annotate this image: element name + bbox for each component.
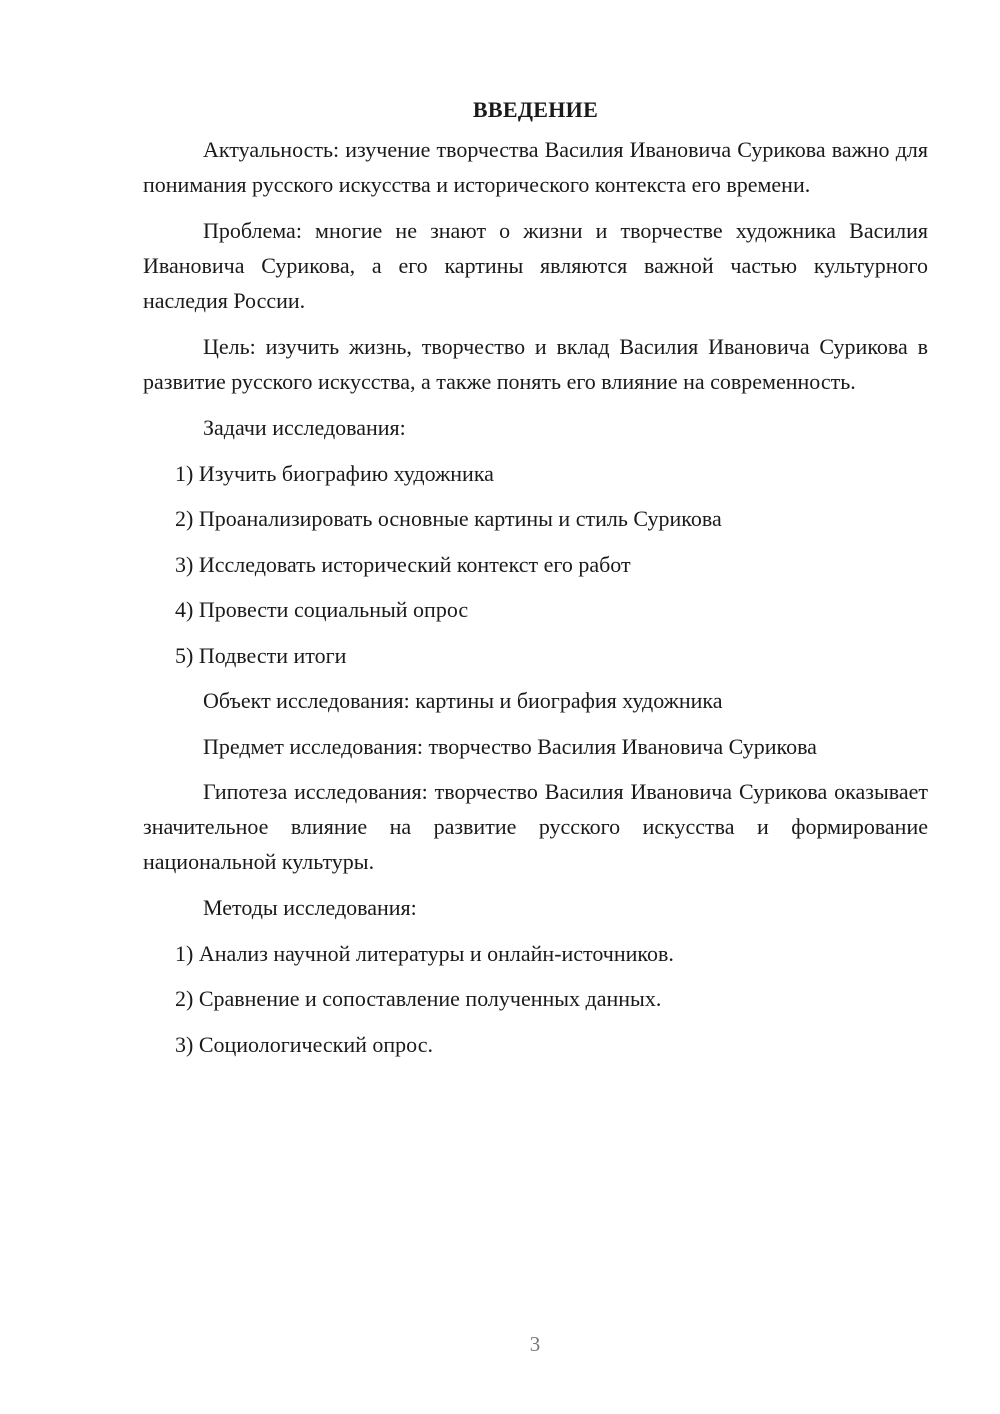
goal-paragraph: Цель: изучить жизнь, творчество и вклад Василия Ивановича Сурикова в развитие русского искусства, а также понять его влияние на современность. (143, 334, 928, 394)
list-item: 3) Исследовать исторический контекст его работ (175, 551, 631, 577)
list-item: 1) Изучить биографию художника (175, 460, 494, 486)
methods-heading: Методы исследования: (203, 895, 417, 920)
document-page (143, 88, 928, 1072)
list-item: 5) Подвести итоги (175, 642, 347, 668)
tasks-heading: Задачи исследования: (203, 415, 406, 440)
problem-paragraph: Проблема: многие не знают о жизни и творчестве художника Василия Ивановича Сурикова, а его картины являются важной частью культурного наследия России. (143, 218, 928, 313)
hypothesis-paragraph: Гипотеза исследования: творчество Василия Ивановича Сурикова оказывает значительное влияние на развитие русского искусства и формирование национальной культуры. (143, 779, 928, 874)
page-number: 3 (529, 1332, 541, 1356)
list-item: 2) Проанализировать основные картины и стиль Сурикова (175, 506, 722, 531)
list-item: 1) Анализ научной литературы и онлайн-источников. (175, 940, 674, 966)
research-object: Объект исследования: картины и биография художника (203, 688, 723, 713)
research-subject: Предмет исследования: творчество Василия Ивановича Сурикова (203, 733, 817, 759)
section-title: ВВЕДЕНИЕ (472, 97, 599, 122)
list-item: 2) Сравнение и сопоставление полученных данных. (175, 986, 662, 1011)
list-item: 3) Социологический опрос. (175, 1031, 433, 1057)
relevance-paragraph: Актуальность: изучение творчества Василия Ивановича Сурикова важно для понимания русского искусства и исторического контекста его времени. (143, 137, 928, 197)
list-item: 4) Провести социальный опрос (175, 597, 469, 622)
